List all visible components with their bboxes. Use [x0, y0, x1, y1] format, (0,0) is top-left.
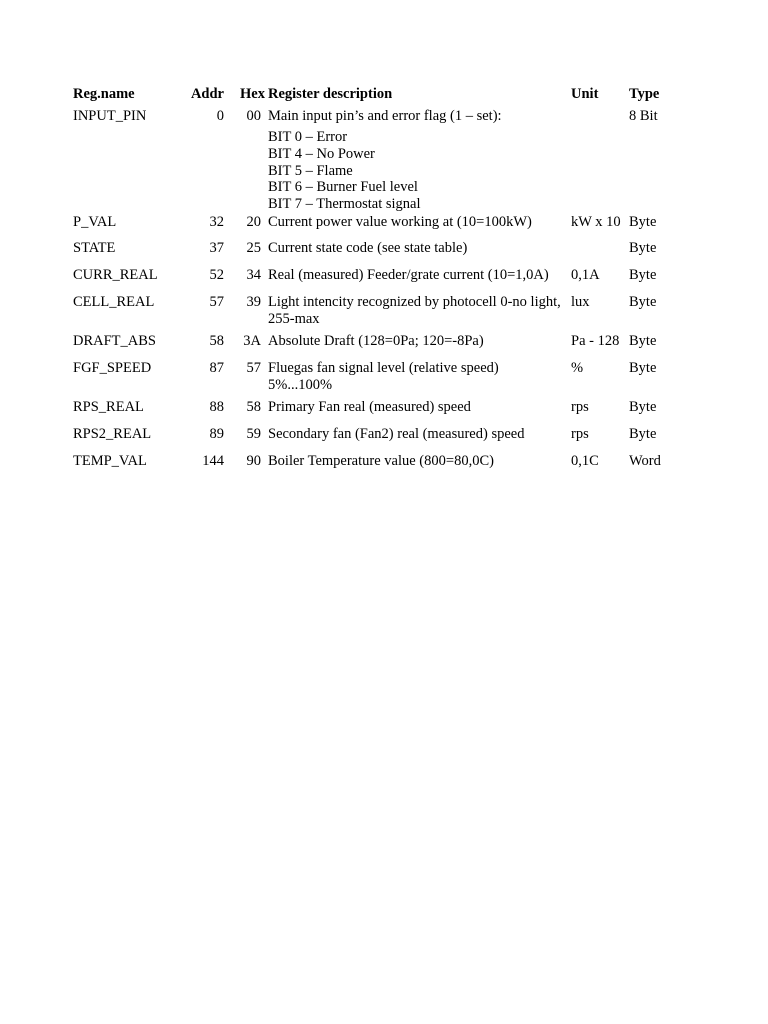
- reg-type: Byte: [629, 360, 657, 376]
- reg-type: Byte: [629, 294, 657, 310]
- reg-description: Light intencity recognized by photocell 0-no light, 255-max: [268, 294, 561, 327]
- reg-unit: 0,1C: [571, 453, 599, 469]
- bit-list: [268, 129, 421, 213]
- header-unit: Unit: [571, 86, 599, 102]
- reg-name: CURR_REAL: [73, 267, 158, 283]
- reg-hex: 58: [246, 399, 261, 415]
- reg-name: RPS_REAL: [73, 399, 144, 415]
- reg-addr: 37: [209, 240, 224, 256]
- reg-description: Fluegas fan signal level (relative speed) 5%...100%: [268, 360, 499, 393]
- reg-addr: 144: [202, 453, 224, 469]
- bit-item: BIT 6 – Burner Fuel level: [268, 179, 418, 196]
- reg-type: Byte: [629, 399, 657, 415]
- reg-hex: 20: [246, 214, 261, 230]
- reg-name: STATE: [73, 240, 116, 256]
- reg-description: Current state code (see state table): [268, 240, 468, 256]
- reg-name: CELL_REAL: [73, 294, 155, 310]
- reg-description: Secondary fan (Fan2) real (measured) speed: [268, 426, 525, 442]
- reg-unit: rps: [571, 426, 589, 442]
- reg-type: Byte: [629, 214, 657, 230]
- reg-description: Real (measured) Feeder/grate current (10=1,0A): [268, 267, 549, 283]
- reg-hex: 57: [246, 360, 261, 376]
- reg-addr: 58: [209, 333, 224, 349]
- header-addr: Addr: [190, 86, 224, 102]
- reg-type: Byte: [629, 426, 657, 442]
- reg-addr: 32: [209, 214, 224, 230]
- bit-item: BIT 0 – Error: [268, 129, 348, 145]
- reg-type: Word: [629, 453, 661, 469]
- reg-unit: 0,1A: [571, 267, 600, 283]
- bit-item: BIT 7 – Thermostat signal: [268, 196, 421, 213]
- reg-description: Main input pin’s and error flag (1 – set):: [268, 108, 502, 124]
- header-hex: Hex: [240, 86, 265, 102]
- bit-item: BIT 5 – Flame: [268, 162, 353, 179]
- reg-type: 8 Bit: [629, 108, 658, 124]
- reg-addr: 0: [216, 108, 224, 124]
- reg-unit: rps: [571, 399, 589, 415]
- reg-description: Current power value working at (10=100kW): [268, 214, 532, 230]
- reg-addr: 89: [209, 426, 224, 442]
- reg-unit: %: [571, 360, 584, 376]
- reg-description: Boiler Temperature value (800=80,0C): [268, 453, 494, 469]
- reg-type: Byte: [629, 240, 657, 256]
- reg-hex: 25: [246, 240, 261, 256]
- reg-hex: 59: [246, 426, 261, 442]
- reg-hex: 3A: [243, 333, 261, 349]
- reg-unit: lux: [571, 294, 590, 310]
- reg-description: Absolute Draft (128=0Pa; 120=-8Pa): [268, 333, 484, 349]
- reg-name: TEMP_VAL: [73, 453, 147, 469]
- reg-name: P_VAL: [73, 214, 117, 230]
- header-reg-name: Reg.name: [73, 86, 135, 102]
- reg-addr: 87: [209, 360, 224, 376]
- header-description: Register description: [268, 86, 393, 102]
- reg-unit: kW x 10: [571, 214, 621, 230]
- reg-addr: 57: [209, 294, 224, 310]
- reg-name: FGF_SPEED: [73, 360, 152, 376]
- reg-hex: 90: [246, 453, 261, 469]
- reg-hex: 39: [246, 294, 261, 310]
- reg-name: INPUT_PIN: [73, 108, 147, 124]
- reg-hex: 00: [246, 108, 261, 124]
- reg-description: Primary Fan real (measured) speed: [268, 399, 471, 415]
- reg-addr: 88: [209, 399, 224, 415]
- reg-name: RPS2_REAL: [73, 426, 152, 442]
- reg-addr: 52: [209, 267, 224, 283]
- header-type: Type: [629, 86, 660, 102]
- reg-type: Byte: [629, 333, 657, 349]
- reg-name: DRAFT_ABS: [73, 333, 156, 349]
- bit-item: BIT 4 – No Power: [268, 145, 375, 162]
- reg-type: Byte: [629, 267, 657, 283]
- reg-hex: 34: [246, 267, 261, 283]
- reg-unit: Pa - 128: [571, 333, 620, 349]
